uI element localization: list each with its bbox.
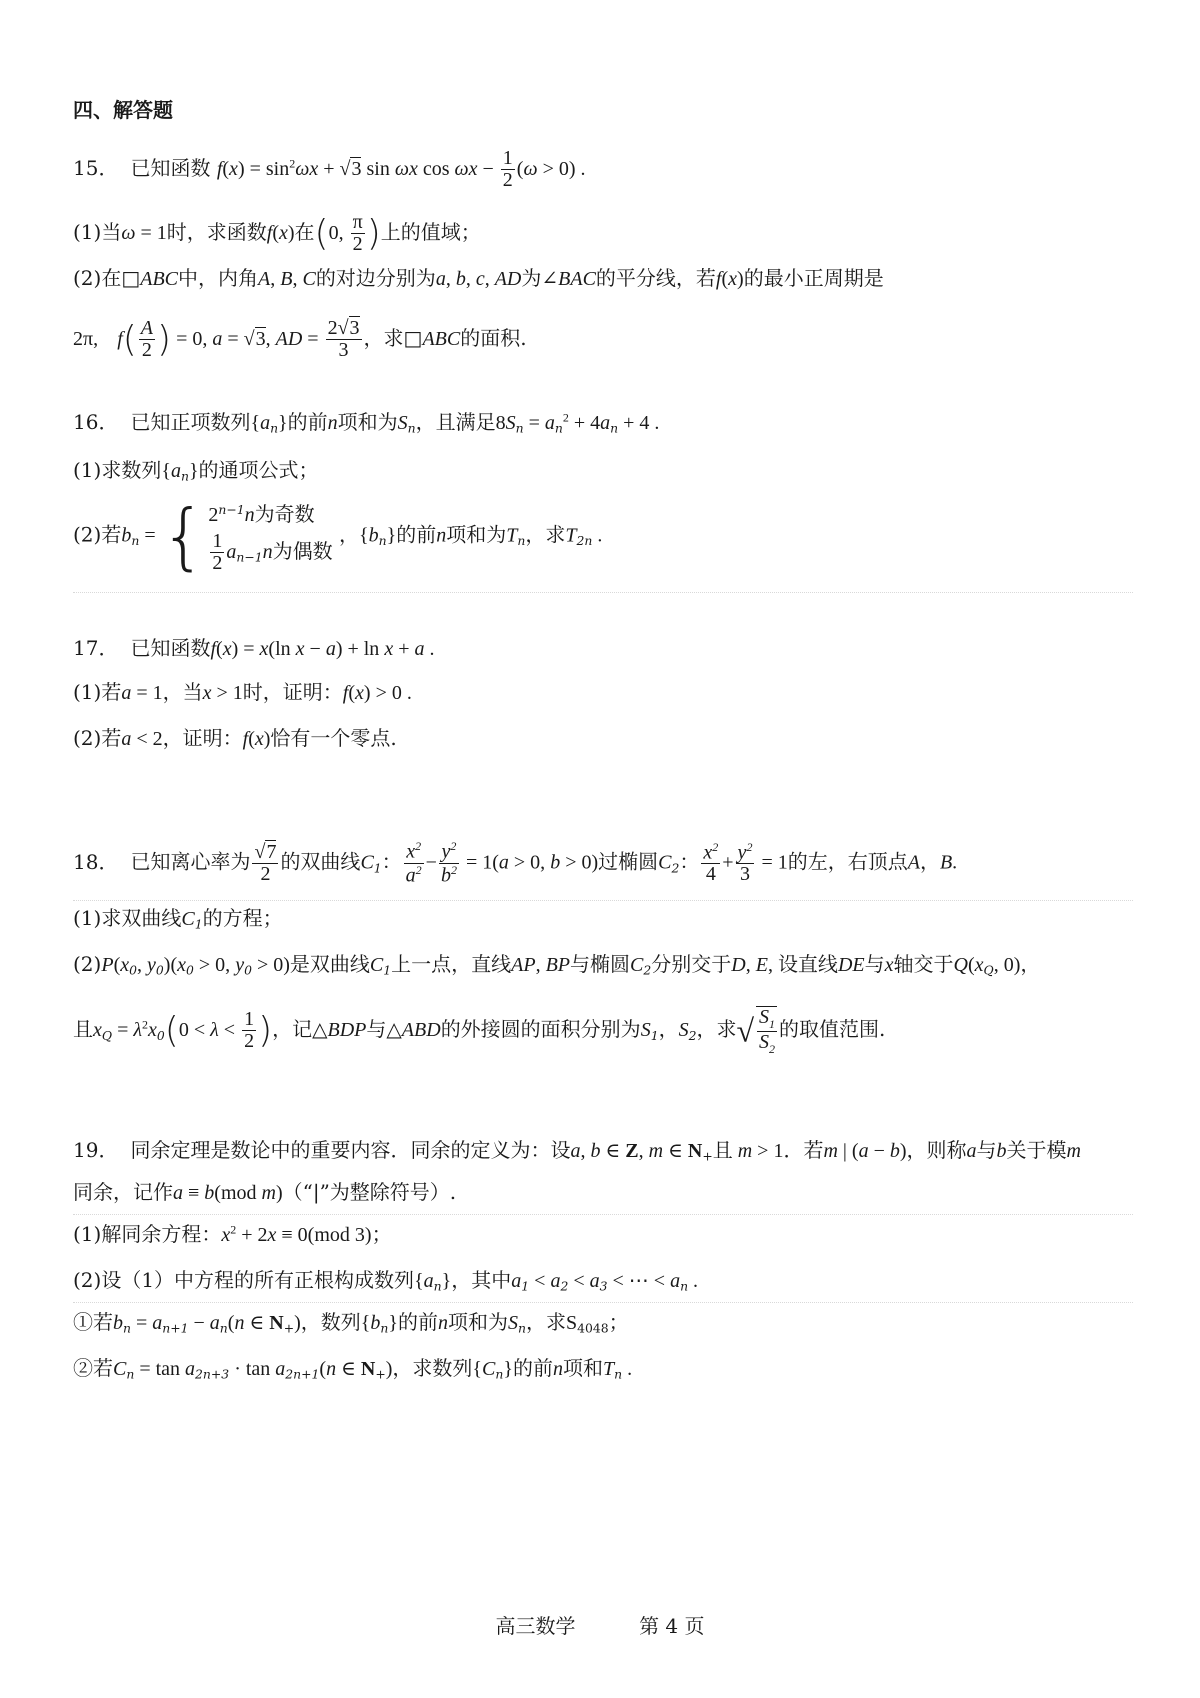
q17-part1: (1)若a = 1，当x > 1时，证明：f(x) > 0 . <box>73 680 412 704</box>
q18-part2: $(2)P(x_0$, $y_0)(x_0 > 0$, $y_0 > 0$)是双曲线$C_1$上一点，直线AP, BP与椭圆$C_2$分别交于D, E, 设直线DE与x轴交于$Q(x_Q$, 0)， <box>73 952 1041 978</box>
divider <box>73 1302 1133 1303</box>
q17-p2-mid: ，证明： <box>162 726 243 750</box>
q19-c1-c: 项和为 <box>447 1310 508 1334</box>
q15-p2-pre: (2)在 <box>73 266 122 290</box>
q16-p2-pre: (2)若 <box>73 522 122 547</box>
q16-part2: (2)若$b_n$ = { $2^{n-1}n$为奇数 $\frac{1}{2}$ $a_{n-1}n$为偶数 ，$\{b_n\}$的前n项和为$T_n$，求$T_{2n}$ . <box>73 494 603 578</box>
q17-intro: 已知函数 <box>130 636 211 660</box>
page-footer <box>0 1610 1200 1639</box>
q15-p2-b: 的对边分别为 <box>315 266 436 290</box>
q19-line2-a: 同余，记作 <box>73 1180 173 1204</box>
q19-c1-a: ，数列 <box>300 1310 361 1334</box>
q19-intro-c: ．若 <box>783 1138 824 1162</box>
q16-stem: 16． 已知正项数列$\{a_n\}$的前n项和为$S_n$，且满足$8S_n = a_n^2 + 4a_n + 4$ . <box>73 410 660 436</box>
q18-p3-c: 的外接圆的面积分别为 <box>440 1017 641 1042</box>
q18-p2-a: 是双曲线 <box>289 952 370 976</box>
q19-c2-a: ，求数列 <box>392 1356 473 1380</box>
q18-intro-b: 的双曲线 <box>280 849 361 874</box>
q15-p3-ask: ，求 <box>363 326 404 351</box>
q18-p2-c: 与椭圆 <box>570 952 631 976</box>
triangle-glyph: □ <box>121 266 141 290</box>
q17-p1-mid: ，当 <box>162 680 203 704</box>
q19-intro-b: 且 <box>712 1138 733 1162</box>
case-odd: 为奇数 <box>254 502 315 526</box>
q16-p2-d: ，求 <box>525 522 566 547</box>
q16-intro-b: 的前 <box>287 410 328 434</box>
q15-number: 15． <box>73 156 119 180</box>
q19-p2: (2)设（1）中方程的所有正根构成数列 <box>73 1268 415 1292</box>
q18-intro: 已知离心率为 <box>130 849 251 874</box>
q17-stem: 17． 已知函数f(x) = x(ln x − a) + ln x + a . <box>73 636 435 660</box>
q16-p1: (1)求数列 <box>73 458 162 482</box>
q15-p2-e: 的最小正周期是 <box>743 266 884 290</box>
q18-p3-d: ，求 <box>696 1017 737 1042</box>
q18-p3-e: 的取值范围. <box>779 1017 886 1042</box>
q18-p3-a: ，记△ <box>272 1017 328 1042</box>
q18-p2-g: 轴交于 <box>893 952 954 976</box>
section-title: 四、解答题 <box>73 98 173 122</box>
q19-subpart1: ①若$b_n = a_{n+1} - a_n(n$ ∈ $N_+$)，数列$\{b_n\}$的前n项和为$S_n$，求$S_{4048}$； <box>73 1310 629 1336</box>
footer-subject: 高三数学 <box>495 1614 576 1638</box>
q18-p2-f: 与 <box>864 952 885 976</box>
q15-part2: (2)在□ABC中，内角A, B, C的对边分别为a, b, c, AD为∠BAC的平分线，若f(x)的最小正周期是 <box>73 266 884 290</box>
q19-stem-line2: 同余，记作a ≡ b(mod m)（“|”为整除符号）. <box>73 1180 457 1204</box>
q19-number: 19． <box>73 1138 119 1162</box>
q16-intro-c: 项和为 <box>337 410 398 434</box>
q19-c2-pre: ②若 <box>73 1356 113 1380</box>
q18-p1: (1)求双曲线 <box>73 906 182 930</box>
q18-p2-e: 设直线 <box>777 952 838 976</box>
q19-intro-f: 关于模 <box>1006 1138 1067 1162</box>
q15-stem: 15． 已知函数 $f(x) = \sin^2\omega x + √3$ sin ωx cos ωx − $\frac{1}{2}$ (ω > 0) . <box>73 147 586 191</box>
q15-part2-cont: 2π, f( $\frac{A}{2}$ ) = 0, a = √3, AD = $\frac{2√3}{3}$ ，求□ABC的面积. <box>73 317 527 362</box>
q15-p1-post: 上的值域； <box>380 220 481 245</box>
q19-c1-b: 的前 <box>397 1310 438 1334</box>
divider <box>73 900 1133 901</box>
q15-p3-end: 的面积. <box>460 326 527 351</box>
q19-part2: (2)设（1）中方程的所有正根构成数列$\{a_n\}$，其中$a_1 < a_2 < a_3$ < ⋯ < $a_n$ . <box>73 1268 699 1294</box>
q19-intro-d: ，则称 <box>906 1138 967 1162</box>
q19-c2-c: 项和 <box>562 1356 603 1380</box>
q19-stem: 19． 同余定理是数论中的重要内容．同余的定义为：设a, b ∈ Z, m ∈ $N_+$且 m > 1．若m | (a − b)，则称a与b关于模m <box>73 1138 1081 1164</box>
q16-number: 16． <box>73 410 119 434</box>
q15-part1: (1)当ω = 1时，求函数f(x)在(0, $\frac{\pi}{2}$ )上的值域； <box>73 211 481 256</box>
q16-intro: 已知正项数列 <box>130 410 251 434</box>
q17-p1-pre: (1)若 <box>73 680 122 704</box>
q18-number: 18． <box>73 849 119 874</box>
q15-p1-pre: (1)当 <box>73 220 122 245</box>
q18-p2-d: 分别交于 <box>651 952 732 976</box>
q18-intro-c: 过椭圆 <box>598 849 659 874</box>
case-even: 为偶数 <box>272 539 333 563</box>
q18-p3-b: 与△ <box>366 1017 402 1042</box>
q19-c1-d: ，求 <box>525 1310 566 1334</box>
q17-number: 17． <box>73 636 119 660</box>
divider <box>73 592 1133 593</box>
piecewise-cases: $2^{n-1}n$为奇数 $\frac{1}{2}$ $a_{n-1}n$为偶数 <box>208 502 333 574</box>
q19-p1: (1)解同余方程： <box>73 1222 222 1246</box>
q15-p2-a: 中，内角 <box>178 266 259 290</box>
q19-subpart2: ②若$C_n = \tan a_{2n+3} \cdot \tan a_{2n+1}(n$ ∈ $N_+$)，求数列$\{C_n\}$的前n项和$T_n$ . <box>73 1356 633 1382</box>
divider <box>73 1214 1133 1215</box>
q18-p2-pre: (2) <box>73 952 102 976</box>
q16-p2-b: 的前 <box>396 522 437 547</box>
q16-intro-d: ，且满足 <box>415 410 496 434</box>
q18-p2-b: 上一点，直线 <box>391 952 512 976</box>
q19-c2-b: 的前 <box>512 1356 553 1380</box>
q19-intro-e: 与 <box>976 1138 997 1162</box>
q15-p2-c: 为 <box>521 266 542 290</box>
q18-part2-cont: 且$x_Q = \lambda^2x_0(0 < \lambda$ < $\frac{1}{2}$ )，记△BDP与△ABD的外接圆的面积分别为$S_1$，$S_2$，求√ $\frac{S_1}{S_2}$ 的取值范围. <box>73 1006 886 1056</box>
triangle-glyph-2: □ <box>403 326 423 351</box>
q18-p1-b: 的方程； <box>202 906 283 930</box>
q19-intro: 同余定理是数论中的重要内容．同余的定义为：设 <box>130 1138 571 1162</box>
q17-p1-mid2: 时，证明： <box>242 680 343 704</box>
q15-intro: 已知函数 <box>130 156 211 180</box>
q17-part2: (2)若a < 2，证明：f(x)恰有一个零点. <box>73 726 397 750</box>
q17-p2-end: 恰有一个零点. <box>270 726 397 750</box>
q15-p1-mid: 时，求函数 <box>166 220 267 245</box>
q17-p2-pre: (2)若 <box>73 726 122 750</box>
q16-p2-c: 项和为 <box>446 522 507 547</box>
q18-intro-d: 的左，右顶点 <box>787 849 908 874</box>
q19-c1-pre: ①若 <box>73 1310 113 1334</box>
q19-p2-b: ，其中 <box>451 1268 512 1292</box>
q16-part1: (1)求数列$\{a_n\}$的通项公式； <box>73 458 319 484</box>
q18-part1: (1)求双曲线$C_1$的方程； <box>73 906 283 932</box>
q19-part1: (1)解同余方程：$x^2 + 2x \equiv 0(mod$ 3)； <box>73 1222 392 1246</box>
q19-line2-b: （“|”为整除符号）. <box>282 1180 457 1204</box>
q16-p1-b: 的通项公式； <box>198 458 319 482</box>
q18-p3-pre: 且 <box>73 1017 93 1042</box>
q18-stem: 18． 已知离心率为 $\frac{√7}{2}$ 的双曲线$C_1$： $\frac{x^2}{a^2}$ − $\frac{y^2}{b^2}$ = 1(a > 0, b > 0)过椭圆$C_2$： $\frac{x^2}{4}$ + $\frac{y^2}{3}$ = 1的左，右顶点A，B. <box>73 839 958 887</box>
q15-p2-d: 的平分线，若 <box>595 266 716 290</box>
footer-page: 第 4 页 <box>639 1614 705 1638</box>
